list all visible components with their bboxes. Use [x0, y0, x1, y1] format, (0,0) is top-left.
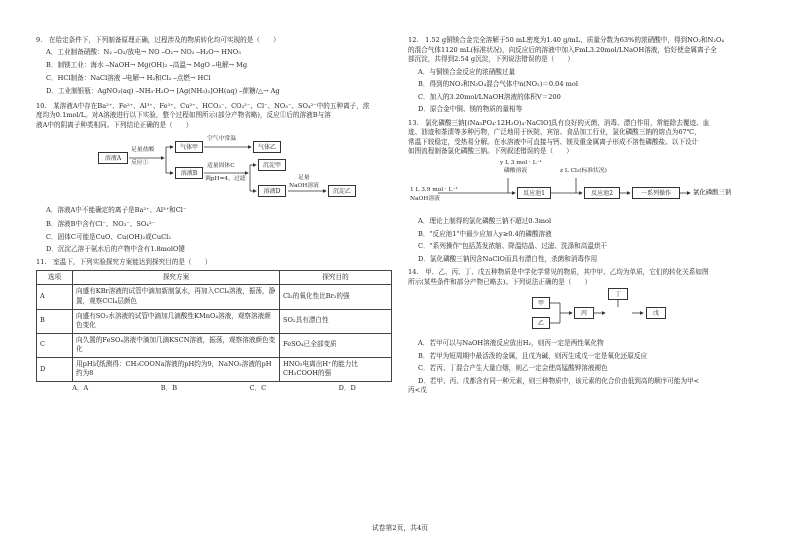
- option-b: B．溶液B中含有Cl⁻、NO₃⁻、SO₄²⁻: [46, 219, 156, 228]
- question-stem: 11. 室温下，下列实验探究方案能达到探究目的是（ ）: [36, 258, 212, 267]
- experiment-table: [36, 270, 392, 382]
- question-stem: 如图流程制备氯化磷酸三钠。下列叙述错误的是（ ）: [408, 147, 573, 156]
- row-aim: FeSO₄已全部变质: [280, 333, 392, 357]
- box-precipitate-b: 沉淀乙: [328, 185, 356, 197]
- option-d-continued: 丙<戊: [408, 386, 427, 395]
- row-option: D: [37, 357, 73, 381]
- box-solution-a: 溶液A: [98, 152, 128, 164]
- box-solution-b: 溶液B: [175, 167, 203, 179]
- row-plan: 向久置的FeSO₄溶液中滴加几滴KSCN溶液，振荡，观察溶液颜色变化: [73, 333, 280, 357]
- box-precipitate-a: 沉淀甲: [258, 159, 286, 171]
- option-d: D．氯化磷酸三钠因含NaClO而具有漂白性，杀菌和消毒作用: [418, 254, 598, 263]
- table-row: [37, 357, 392, 381]
- option-d: D．若甲、丙、戊都含有同一种元素，则三种物质中，该元素的化合价由低到高的顺序可能为甲<: [418, 376, 700, 385]
- question-stem: 所示(某些条件和部分产物已略去)。下列说法正确的是（ ）: [408, 277, 592, 286]
- row-plan: 向盛有KBr溶液的试管中滴加新制氯水，再加入CCl₄溶液，振荡，静置，观察CCl₄层颜色: [73, 285, 280, 309]
- label-reaction-1: 反应①: [131, 160, 149, 167]
- question-stem: 度均为0.1mol/L。对A溶液进行以下实验，整个过程如图所示(部分产物省略)，反应①后的溶液B与溶: [36, 111, 331, 120]
- option-a: A．溶液A中不能确定的离子是Ba²⁺、Al³⁺和Cl⁻: [46, 206, 187, 215]
- question-12: [408, 36, 770, 115]
- box-gas-b: 气体乙: [253, 141, 281, 153]
- page-footer: 试卷第2页，共4页: [371, 524, 429, 532]
- label-hcl: 足量盐酸: [131, 147, 155, 154]
- box-yi: 乙: [532, 317, 550, 329]
- choice-b: B．B: [160, 383, 178, 392]
- question-11: [36, 258, 392, 393]
- right-column: [408, 36, 770, 400]
- option-c: C．若丙、丁混合产生大量白烟，则乙一定会使高锰酸钾溶液褪色: [418, 364, 608, 373]
- question-stem: 13. 氯化磷酸三钠[(Na₃PO₄·12H₂O)₄·NaClO]具有良好的灭菌、消毒、漂白作用，常能除去覆迹、血: [408, 118, 710, 127]
- choice-c: C．C: [249, 383, 267, 392]
- option-d: D．沉淀乙溶于氨水后的产物中含有1.8molO键: [46, 244, 186, 253]
- label-excess: 足量: [298, 175, 310, 182]
- question-14: [408, 268, 770, 396]
- choice-d: D．D: [338, 383, 356, 392]
- question-13: [408, 119, 770, 264]
- row-option: C: [37, 333, 73, 357]
- label-solid-c: 适量固体C: [207, 163, 235, 170]
- box-operations: 一系列操作: [632, 187, 680, 199]
- table-row: [37, 285, 392, 309]
- answer-choices: [36, 384, 392, 394]
- option-c: C．"系列操作"包括蒸发浓缩、降温结晶、过滤、洗涤和高温烘干: [418, 242, 608, 251]
- label-ph: 调pH=4，过滤: [205, 176, 246, 183]
- table-row: [37, 333, 392, 357]
- question-stem: 迹、油迹和茶渍等多种污物，广泛地用于医院、宾馆、食品加工行业，氯化磷酸三钠的熔点为67℃，: [408, 128, 701, 137]
- label-naoh-conc: 1 L 3.9 mol · L⁻¹: [410, 187, 458, 194]
- option-b: B．"反应池1"中最少应加入y≥0.4的磷酸溶液: [418, 229, 552, 238]
- question-stem: 10. 某溶液A中存在Ba²⁺、Fe²⁺、Al³⁺、Fe³⁺、Cu²⁺、HCO₃⁻、CO₃²⁻、Cl⁻、NO₃⁻、SO₄²⁻中的五种离子，浓: [36, 101, 370, 110]
- box-ding: 丁: [608, 288, 628, 300]
- question-10: [36, 102, 392, 255]
- label-phosphoric-acid: 磷酸溶液: [504, 168, 528, 175]
- box-wu: 戊: [646, 307, 666, 319]
- question-stem: 部沉淀，共得到2.54 g沉淀，下列说法错误的是（ ）: [408, 55, 575, 64]
- table-row: [37, 309, 392, 333]
- label-naoh-solution: NaOH溶液: [410, 196, 440, 203]
- question-stem: 的混合气体1120 mL(标准状况)，向反应后的溶液中加入FmL3.20mol/LNaOH溶液，恰好使金属离子全: [408, 45, 717, 54]
- row-aim: HNO₂电离出H⁺的能力比CH₃COOH的强: [280, 357, 392, 381]
- row-aim: SO₂具有漂白性: [280, 309, 392, 333]
- row-option: A: [37, 285, 73, 309]
- option-c: C．HCl制备：NaCl溶液 ⎯电解→ H₂和Cl₂ ⎯点燃→ HCl: [46, 73, 211, 82]
- label-naoh: NaOH溶液: [289, 183, 319, 190]
- option-c: C．固体C可能是CuO、Cu(OH)₂或CuCl₂: [46, 233, 171, 242]
- option-a: A．工业制备硝酸：N₂ ⎯O₂/放电→ NO ⎯O₂→ NO₂ ⎯H₂O→ HNO₃: [46, 47, 241, 56]
- label-air: 空气中常温: [207, 136, 236, 143]
- box-gas-a: 气体甲: [175, 141, 203, 153]
- question-stem: 常温下较稳定，受热易分解。在水溶液中可直接与钙、镁及重金属离子形成不溶性磷酸盐。以下设计: [408, 137, 699, 146]
- option-a: A．理论上制得的氯化磷酸三钠不超过0.3mol: [418, 217, 552, 226]
- label-product: 氯化磷酸三钠: [693, 188, 732, 197]
- left-column: [36, 36, 392, 397]
- option-d: D．原合金中铜、镁的物质的量相等: [418, 105, 523, 114]
- choice-a: A．A: [72, 383, 89, 392]
- option-b: B．若甲为短周期中最活泼的金属，且戊为碱，则丙生成戊一定是氧化还原反应: [418, 351, 648, 360]
- option-b: B．得到的NO₂和N₂O₄混合气体中n(NO₂)＝0.04 mol: [418, 80, 578, 89]
- box-solution-d: 溶液D: [258, 185, 286, 197]
- question-stem: 14. 甲、乙、丙、丁、戊五种物质是中学化学常见的物质，其中甲、乙均为单质，它们的转化关系如图: [408, 268, 709, 277]
- question-stem: 9. 在给定条件下，下列制备原理正确，过程涉及的物质转化均可实现的是（ ）: [36, 36, 280, 44]
- option-c: C．加入的3.20mol/LNaOH溶液的体积V＝200: [418, 92, 561, 101]
- flow-diagram: [36, 133, 392, 203]
- row-option: B: [37, 309, 73, 333]
- box-jia: 甲: [532, 297, 550, 309]
- box-reactor-2: 反应池2: [584, 187, 620, 199]
- box-reactor-1: 反应池1: [517, 187, 551, 199]
- process-diagram: [408, 160, 770, 214]
- row-aim: Cl₂的氧化性比Br₂的强: [280, 285, 392, 309]
- table-header-plan: 探究方案: [73, 270, 280, 285]
- question-stem: 12. 1.52 g铜镁合金完全溶解于50 mL密度为1.40 g/mL、质量分数为63%的浓硝酸中，得到NO₂和N₂O₄: [408, 36, 725, 44]
- row-plan: 用pH试纸测得：CH₃COONa溶液的pH约为9，NaNO₂溶液的pH约为8: [73, 357, 280, 381]
- box-bing: 丙: [574, 307, 594, 319]
- conversion-diagram: [408, 290, 770, 336]
- label-chlorine: z L Cl₂(标准状况): [560, 168, 607, 175]
- option-b: B．制镁工业：海水 ⎯NaOH→ Mg(OH)₂ ⎯高温→ MgO ⎯电解→ Mg: [46, 60, 248, 69]
- option-a: A．与铜镁合金反应的浓硝酸过量: [418, 67, 516, 76]
- option-a: A．若甲可以与NaOH溶液反应放出H₂，则丙一定是两性氧化物: [418, 339, 604, 348]
- question-9: [36, 36, 392, 98]
- label-phosphoric-conc: y L 3 mol · L⁻¹: [500, 160, 542, 167]
- row-plan: 向盛有SO₂水溶液的试管中滴加几滴酸性KMnO₄溶液，观察溶液颜色变化: [73, 309, 280, 333]
- question-stem: 液A中的阴离子种类相同。下列结论正确的是（ ）: [36, 120, 193, 129]
- option-d: D．工业制银瓶：AgNO₃(aq) ⎯NH₃·H₂O→ [Ag(NH₃)₂]OH(aq) ⎯蔗糖/△→ Ag: [46, 86, 280, 95]
- table-header-aim: 探究目的: [280, 270, 392, 285]
- table-header-option: 选项: [37, 270, 73, 285]
